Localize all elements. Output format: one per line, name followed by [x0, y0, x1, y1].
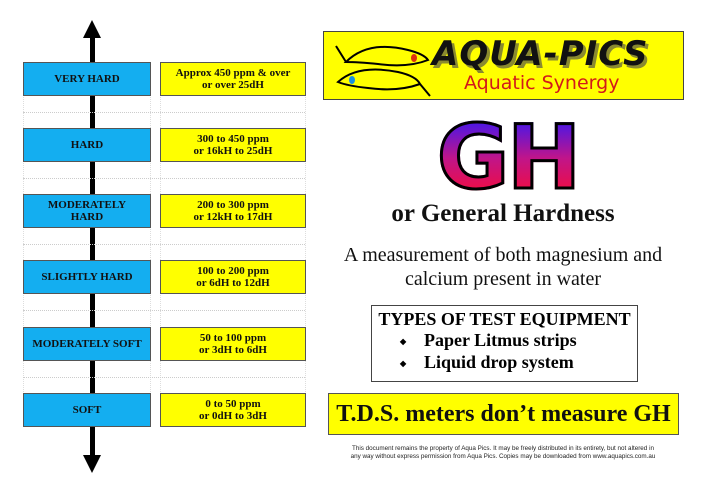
tds-note: T.D.S. meters don’t measure GH [328, 393, 679, 435]
list-item-label: Paper Litmus strips [424, 330, 577, 350]
hardness-range-line: 0 to 50 ppm [205, 398, 261, 410]
hardness-range-line: or 3dH to 6dH [199, 344, 267, 356]
hardness-level [23, 128, 151, 162]
hardness-range [160, 128, 306, 162]
test-equipment-box [371, 305, 638, 382]
hardness-level-label: MODERATELY SOFT [32, 338, 142, 350]
hardness-level-label: VERY HARD [54, 73, 120, 85]
hardness-range-line: 100 to 200 ppm [197, 265, 269, 277]
hardness-range-line: 200 to 300 ppm [197, 199, 269, 211]
footer-line: This document remains the property of Aqua Pics. It may be freely distributed in its entirety, but not altered in [352, 445, 654, 452]
hardness-level-label: SLIGHTLY HARD [41, 271, 133, 283]
logo-subtitle: Aquatic Synergy [464, 72, 620, 94]
hardness-level [23, 393, 151, 427]
hardness-level-label: SOFT [72, 404, 102, 416]
hardness-range [160, 194, 306, 228]
grid-line [305, 62, 306, 426]
hardness-level [23, 260, 151, 294]
description-line-2: calcium present in water [404, 268, 602, 290]
fish-logo-icon [328, 32, 438, 98]
divider [23, 310, 305, 311]
footer-notice [323, 445, 683, 461]
hardness-range-line: or 12kH to 17dH [193, 211, 273, 223]
hardness-range-line: Approx 450 ppm & over [175, 67, 291, 79]
divider [23, 244, 305, 245]
logo-title: AQUA-PICS [432, 34, 649, 74]
hardness-level [23, 62, 151, 96]
bullet-icon: ◆ [400, 358, 407, 368]
list-item [400, 330, 637, 352]
page-subtitle: or General Hardness [391, 200, 615, 227]
hardness-range [160, 327, 306, 361]
divider [23, 377, 305, 378]
hardness-range-line: or 0dH to 3dH [199, 410, 267, 422]
list-item-label: Liquid drop system [424, 351, 574, 372]
hardness-level [23, 194, 151, 228]
hardness-range [160, 62, 306, 96]
description-line-1: A measurement of both magnesium and [343, 244, 663, 266]
hardness-range-line: 300 to 450 ppm [197, 133, 269, 145]
hardness-range [160, 260, 306, 294]
hardness-range-line: or 16kH to 25dH [193, 145, 273, 157]
gh-title: GH [428, 112, 588, 204]
bullet-icon: ◆ [400, 336, 407, 346]
divider [23, 112, 305, 113]
test-equipment-title: TYPES OF TEST EQUIPMENT [378, 309, 631, 329]
hardness-level-label: HARD [70, 139, 104, 151]
footer-line: any way without express permission from Aqua Pics. Copies may be downloaded from www.aquapics.com.au [350, 453, 656, 460]
hardness-range [160, 393, 306, 427]
list-item [400, 352, 637, 374]
hardness-range-line: or over 25dH [202, 79, 264, 91]
hardness-level [23, 327, 151, 361]
hardness-level-label: MODERATELY HARD [47, 199, 127, 223]
aqua-pics-logo [323, 31, 684, 100]
divider [23, 178, 305, 179]
hardness-range-line: or 6dH to 12dH [196, 277, 270, 289]
hardness-range-line: 50 to 100 ppm [199, 332, 267, 344]
arrow-up-icon [83, 20, 101, 38]
arrow-down-icon [83, 455, 101, 473]
